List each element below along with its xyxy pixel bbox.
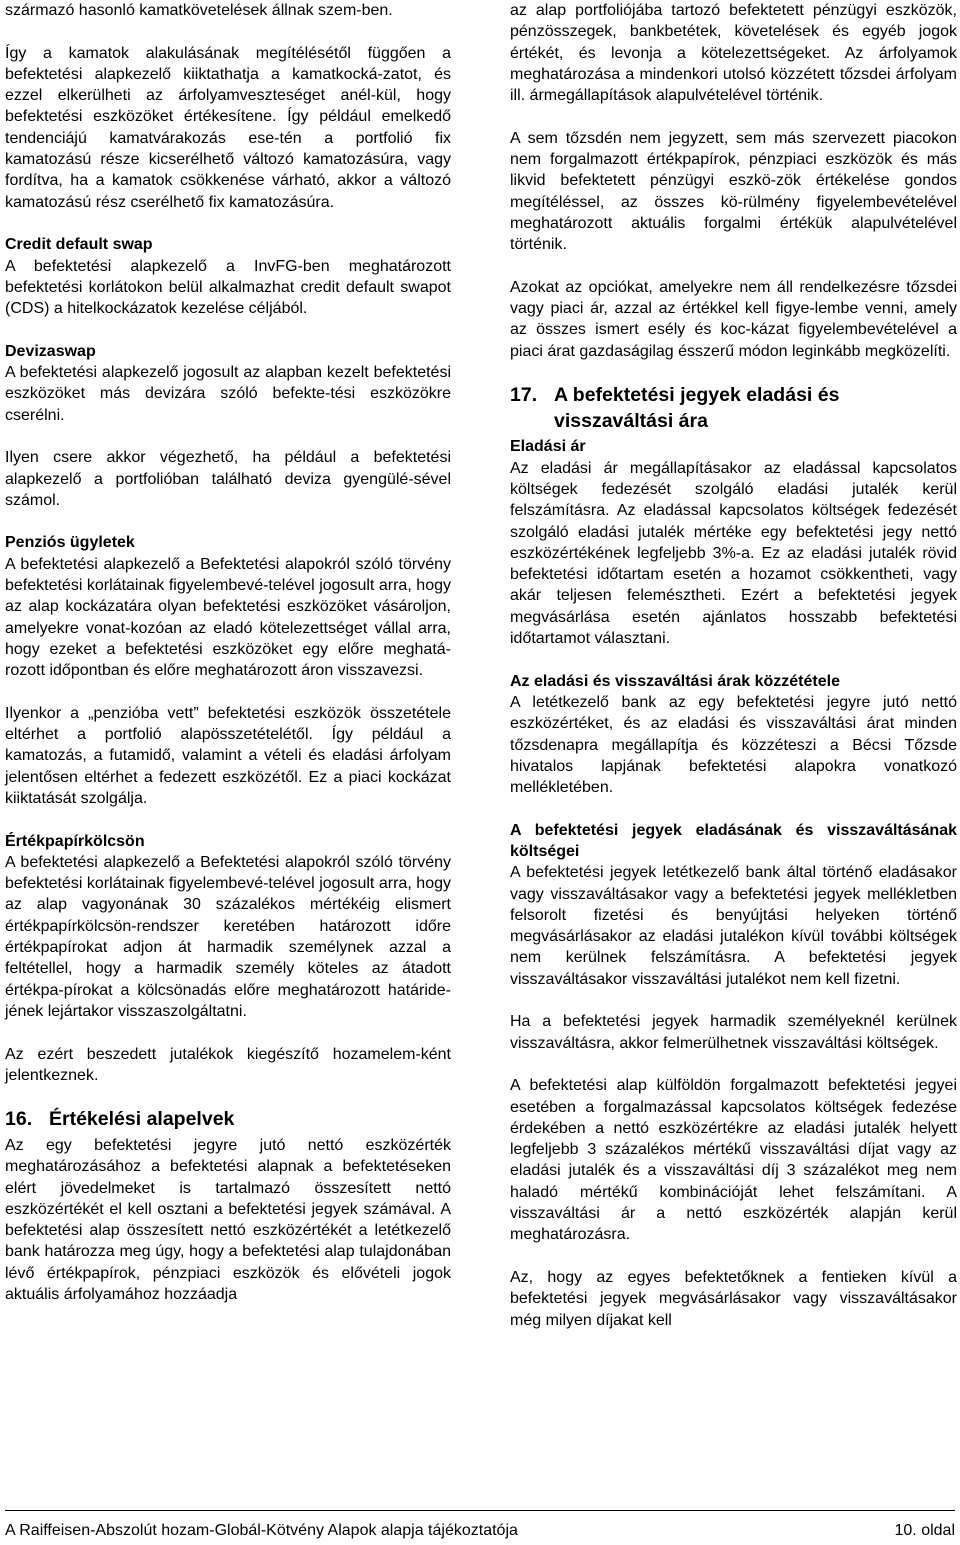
footer-document-title: A Raiffeisen-Abszolút hozam-Globál-Kötvény Alapok alapja tájékoztatója [5,1522,518,1539]
paragraph: Az ezért beszedett jutalékok kiegészítő hozamelem-ként jelentkeznek. [5,1045,451,1084]
paragraph: Az egy befektetési jegyre jutó nettó eszközérték meghatározásához a befektetési alapnak a befektetéseken elért jövedelmeket is tartalmazó összesített nettó eszközértékét el kell osztani a befektetési jegyek számával. A befektetési alap összesített nettó eszközértékét a letétkezelő bank határozza meg úgy, hogy a befektetési alap tulajdonában lévő értékpapírok, pénzpiaci eszközök és elővételi jogok aktuális árfolyamához hozzáadja [5,1136,451,1304]
paragraph: A befektetési alapkezelő a InvFG-ben meghatározott befektetési korlátokon belül alkalmazhat credit default swapot (CDS) a hitelkockázatok kezelése céljából. [5,257,451,318]
section-title-17 [510,383,957,434]
section-title-text: A befektetési jegyek eladási és visszaváltási ára [554,384,840,432]
paragraph: A befektetési alapkezelő jogosult az alapban kezelt befektetési eszközöket más devizára szóló befekte-tési eszközökre cserélni. [5,364,451,424]
section-number: 16. [5,1108,33,1131]
paragraph: A letétkezelő bank az egy befektetési jegyre jutó nettó eszközértéket, és az eladási és visszaváltási árat minden tőzsdenapra megállapítja és közzéteszi a Bécsi Tőzsde hivatalos lapjának befektetési alapokra vonatkozó mellékletében. [510,693,957,797]
heading-koltsegek: A befektetési jegyek eladásának és visszaváltásának költségei [510,821,957,860]
paragraph: Az, hogy az egyes befektetőknek a fentieken kívül a befektetési jegyek megvásárlásakor vagy visszaváltásakor még milyen díjakat kell [510,1268,957,1329]
page-footer [5,1510,955,1541]
paragraph: Így a kamatok alakulásának megítélésétől függően a befektetési alapkezelő kiiktathatja a kamatkocká-zatot, és ezzel elkerülheti az árfolyamveszteséget anél-kül, hogy befektetési eszközöket értékesítene. Így például emelkedő tendenciájú kamatvárakozás ese-tén a portfolió fix kamatozású része kicserélhető változó kamatozásúra, vagy fordítva, ha a kamatok csökkenése várható, akkor a változó kamatozású rész cserélhető fix kamatozásúra. [5,44,451,211]
heading-eladasi-ar: Eladási ár [510,438,586,456]
section-title-16 [5,1107,451,1133]
heading-penzios-ugyletek: Penziós ügyletek [5,534,135,552]
section-number: 17. [510,384,538,407]
paragraph: A sem tőzsdén nem jegyzett, sem más szervezett piacokon nem forgalmazott értékpapírok, pénzpiaci eszközök és más likvid befektetett pénzügyi eszkö-zök értékelése gondos megítéléssel, az összes kö-rülmény figyelembevételével meghatározott aktuális forgalmi értékük alapulvételével történik. [510,129,957,254]
heading-credit-default-swap: Credit default swap [5,236,153,254]
footer-page-number: 10. oldal [894,1522,955,1539]
right-column [510,0,957,1352]
paragraph: A befektetési alapkezelő a Befektetési alapokról szóló törvény befektetési korlátainak figyelembevé-telével jogosult arra, hogy az alap kockázatára olyan befektetési eszközöket vásároljon, amelyekre vonat-kozóan az eladó kötelezettséget vállal arra, hogy ezeket a befektetési eszközöket egy előre meghatá-rozott időpontban és előre meghatározott áron visszavezsi. [5,555,451,680]
paragraph: A befektetési alapkezelő a Befektetési alapokról szóló törvény befektetési korlátainak figyelembevé-telével jogosult arra, hogy az alap vagyonának 30 százalékos mértékéig elismert értékpapírkölcsön-rendszer keretében határozott időre értékpapírokat adjon át harmadik személynek azzal a feltétellel, hogy a harmadik személy köteles az átadott értékpa-pírokat a kölcsönadás előre meghatározott határide-jének lejártakor visszaszolgáltatni. [5,853,451,1020]
heading-arak-kozzetetele: Az eladási és visszaváltási árak közzététele [510,672,840,690]
paragraph: származó hasonló kamatkövetelések állnak szem-ben. [5,2,393,19]
heading-ertekpapirkolcson: Értékpapírkölcsön [5,832,145,850]
paragraph: Ha a befektetési jegyek harmadik személyeknél kerülnek visszaváltásra, akkor felmerülhetnek visszaváltási költségek. [510,1013,957,1052]
paragraph: Az eladási ár megállapításakor az eladással kapcsolatos költségek fedezését szolgáló eladási jutalék kerül felszámításra. Az eladással kapcsolatos költségek fedezését szolgáló eladási jutalék mértéke egy befektetési jegy nettó eszközértékének legfeljebb 3%-a. Ez az eladási jutalék rövid befektetési időtartam esetén a hozamot csökkentheti, vagy akár teljesen felemésztheti. Ezért a befektetési jegyek megvásárlása esetén ajánlatos hosszabb befektetési időtartamot választani. [510,459,957,648]
paragraph: az alap portfoliójába tartozó befektetett pénzügyi eszközök, pénzösszegek, bankbetétek, követelések és egyéb jogok értékét, és levonja a kötelezettségeket. Az árfolyamok meghatározása a mindenkori utolsó közzétett tőzsdei árfolyam ill. ármegállapítások alapulvételével történik. [510,2,957,105]
paragraph: Azokat az opciókat, amelyekre nem áll rendelkezésre tőzsdei vagy piaci ár, azzal az értékkel kell figye-lembe venni, amely az összes ismert esély és koc-kázat figyelembevételével a piaci árat gazdaságilag ésszerű módon leginkább megközelíti. [510,278,957,360]
paragraph: A befektetési alap külföldön forgalmazott befektetési jegyei esetében a forgalmazással kapcsolatos költségek fedezése érdekében a nettó eszközértékre az eladási jutalék helyett legfeljebb 3 százalékos mértékű visszaváltási díjat vagy az eladási jutalék és a visszaváltási díj 3 százalékot meg nem haladó mértékű kombinációját lehet felszámítani. A visszaváltási ár a nettó eszközérték alapján kerül meghatározásra. [510,1077,957,1244]
paragraph: A befektetési jegyek letétkezelő bank által történő eladásakor vagy visszaváltásakor vagy a befektetési jegyek mellékletben felsorolt fizetési és benyújtási helyeken történő megvásárlásakor az eladási jutalékon kívül további költségek nem kerülnek felszámításra. A befektetési jegyek visszaváltásakor visszaváltási jutalékot nem kell fizetni. [510,864,957,988]
section-title-text: Értékelési alapelvek [49,1108,235,1131]
heading-devizaswap: Devizaswap [5,342,96,360]
paragraph: Ilyenkor a „penzióba vett” befektetési eszközök összetétele eltérhet a portfolió alapösszetételétől. Így például a kamatozás, a futamidő, valamint a vételi és eladási árfolyam jelentősen eltérhet a fedezett eszközétől. Ez a piaci kockázat kiiktatását szolgálja. [5,704,451,807]
paragraph: Ilyen csere akkor végezhető, ha például a befektetési alapkezelő a portfolióban található deviza gyengülé-sével számol. [5,449,451,509]
left-column [5,0,451,1327]
